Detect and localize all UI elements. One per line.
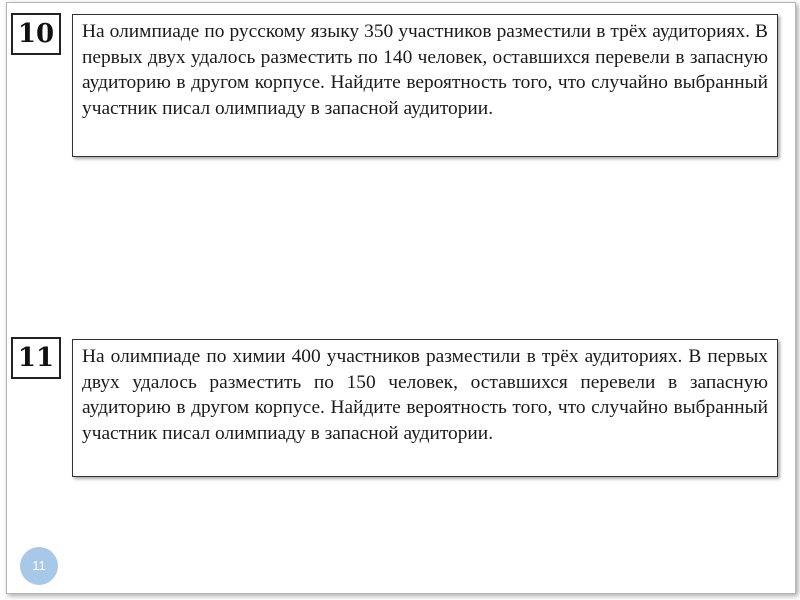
problem-number-11: 11 bbox=[11, 337, 61, 379]
page-number-badge: 11 bbox=[20, 547, 58, 585]
problem-text-11: На олимпиаде по химии 400 участников разместили в трёх аудиториях. В первых двух удалось разместить по 150 человек, оставшихся перевели в запасную аудиторию в другом корпусе. Найдите вероятность того, что случайно выбранный участник писал олимпиаду в запасной аудитории. bbox=[72, 339, 778, 477]
slide bbox=[6, 2, 796, 594]
problem-number-10: 10 bbox=[11, 13, 61, 55]
problem-text-10: На олимпиаде по русскому языку 350 участников разместили в трёх аудиториях. В первых двух удалось разместить по 140 человек, оставшихся перевели в запасную аудиторию в другом корпусе. Найдите вероятность того, что случайно выбранный участник писал олимпиаду в запасной аудитории. bbox=[72, 14, 778, 157]
